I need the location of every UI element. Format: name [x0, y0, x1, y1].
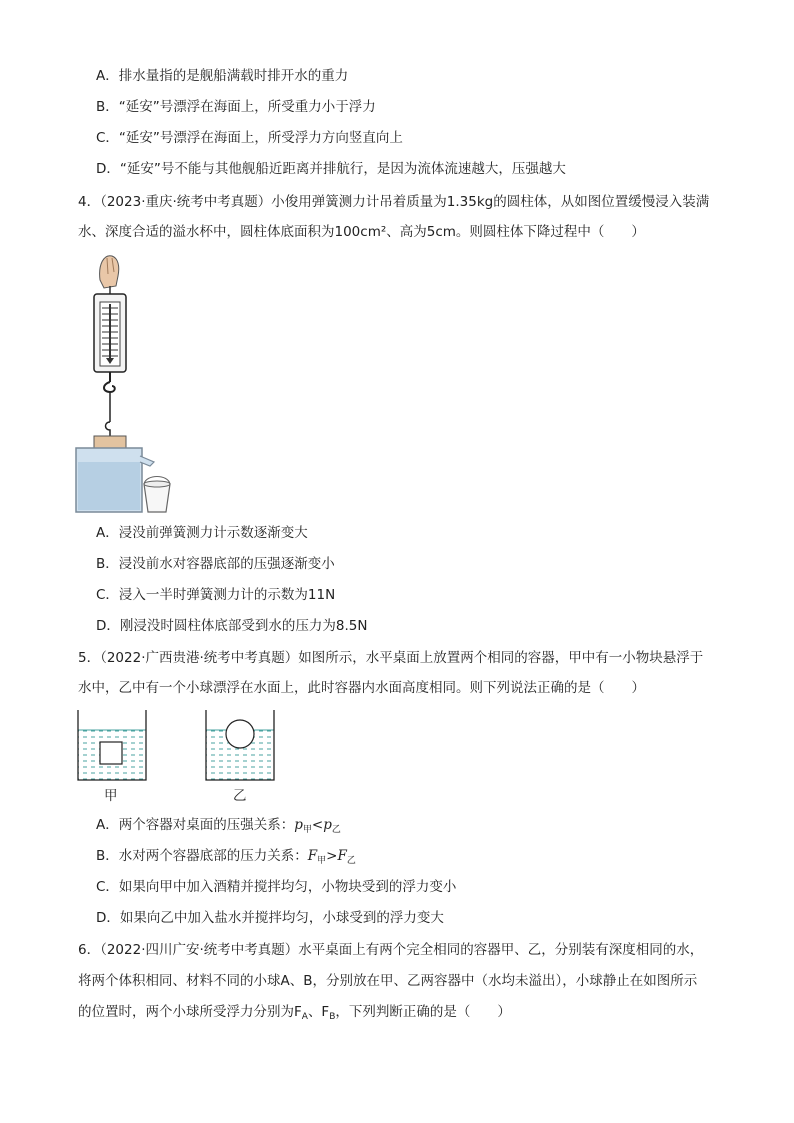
q5-option-b-text: B．水对两个容器底部的压力关系：: [96, 848, 308, 864]
q5-option-a-text: A．两个容器对桌面的压强关系：: [96, 817, 295, 833]
q3-option-d: D．“延安”号不能与其他舰船近距离并排航行，是因为流体流速越大，压强越大: [96, 161, 566, 177]
symbol-p: p: [323, 817, 332, 833]
q4-stem-line2: 水、深度合适的溢水杯中，圆柱体底面积为100cm²、高为5cm。则圆柱体下降过程中（ ）: [78, 224, 645, 240]
less-than-sign: <: [311, 817, 324, 833]
q3-option-a: A．排水量指的是舰船满载时排开水的重力: [96, 68, 349, 84]
spring-scale-overflow-cup-figure: [74, 250, 184, 515]
q3-option-b: B．“延安”号漂浮在海面上，所受重力小于浮力: [96, 99, 376, 115]
q6-stem-line1: 6．（2022·四川广安·统考中考真题）水平桌面上有两个完全相同的容器甲、乙，分别装有深度相同的水，: [78, 942, 704, 958]
q3-option-c: C．“延安”号漂浮在海面上，所受浮力方向竖直向上: [96, 130, 403, 146]
greater-than-sign: >: [326, 848, 338, 864]
q6-line3-mid: 、F: [307, 1004, 330, 1020]
symbol-p: p: [294, 817, 303, 833]
q4-option-c: C．浸入一半时弹簧测力计的示数为11N: [96, 587, 336, 603]
symbol-f: F: [307, 848, 318, 864]
q6-line3-text: 的位置时，两个小球所受浮力分别为F: [78, 1004, 302, 1020]
subscript-b: B: [329, 1012, 336, 1022]
q5-stem-line2: 水中，乙中有一个小球漂浮在水面上，此时容器内水面高度相同。则下列说法正确的是（ ）: [78, 680, 645, 696]
q5-stem-line1: 5．（2022·广西贵港·统考中考真题）如图所示，水平桌面上放置两个相同的容器，甲中有一小物块悬浮于: [78, 650, 704, 666]
q5-option-b: [96, 846, 356, 871]
subscript-jia: 甲: [302, 825, 312, 835]
subscript-yi: 乙: [346, 856, 356, 866]
subscript-a: A: [301, 1012, 308, 1022]
q5-option-c: C．如果向甲中加入酒精并搅拌均匀，小物块受到的浮力变小: [96, 879, 457, 895]
q6-stem-line3: [78, 1002, 511, 1027]
subscript-jia: 甲: [317, 856, 327, 866]
q4-option-b: B．浸没前水对容器底部的压强逐渐变小: [96, 556, 335, 572]
symbol-f: F: [337, 848, 347, 864]
q5-option-a: [96, 815, 341, 840]
label-yi: 乙: [233, 788, 247, 804]
q5-option-d: D．如果向乙中加入盐水并搅拌均匀，小球受到的浮力变大: [96, 910, 444, 926]
subscript-yi: 乙: [331, 825, 341, 835]
q6-stem-line2: 将两个体积相同、材料不同的小球A、B，分别放在甲、乙两容器中（水均未溢出），小球静止在如图所示: [78, 973, 698, 989]
q6-line3-end: ，下列判断正确的是（ ）: [335, 1004, 511, 1020]
q4-stem-line1: 4．（2023·重庆·统考中考真题）小俊用弹簧测力计吊着质量为1.35kg的圆柱体，从如图位置缓慢浸入装满: [78, 194, 710, 210]
label-jia: 甲: [104, 788, 118, 804]
q4-option-a: A．浸没前弹簧测力计示数逐渐变大: [96, 525, 308, 541]
q4-option-d: D．刚浸没时圆柱体底部受到水的压力为8.5N: [96, 618, 368, 634]
